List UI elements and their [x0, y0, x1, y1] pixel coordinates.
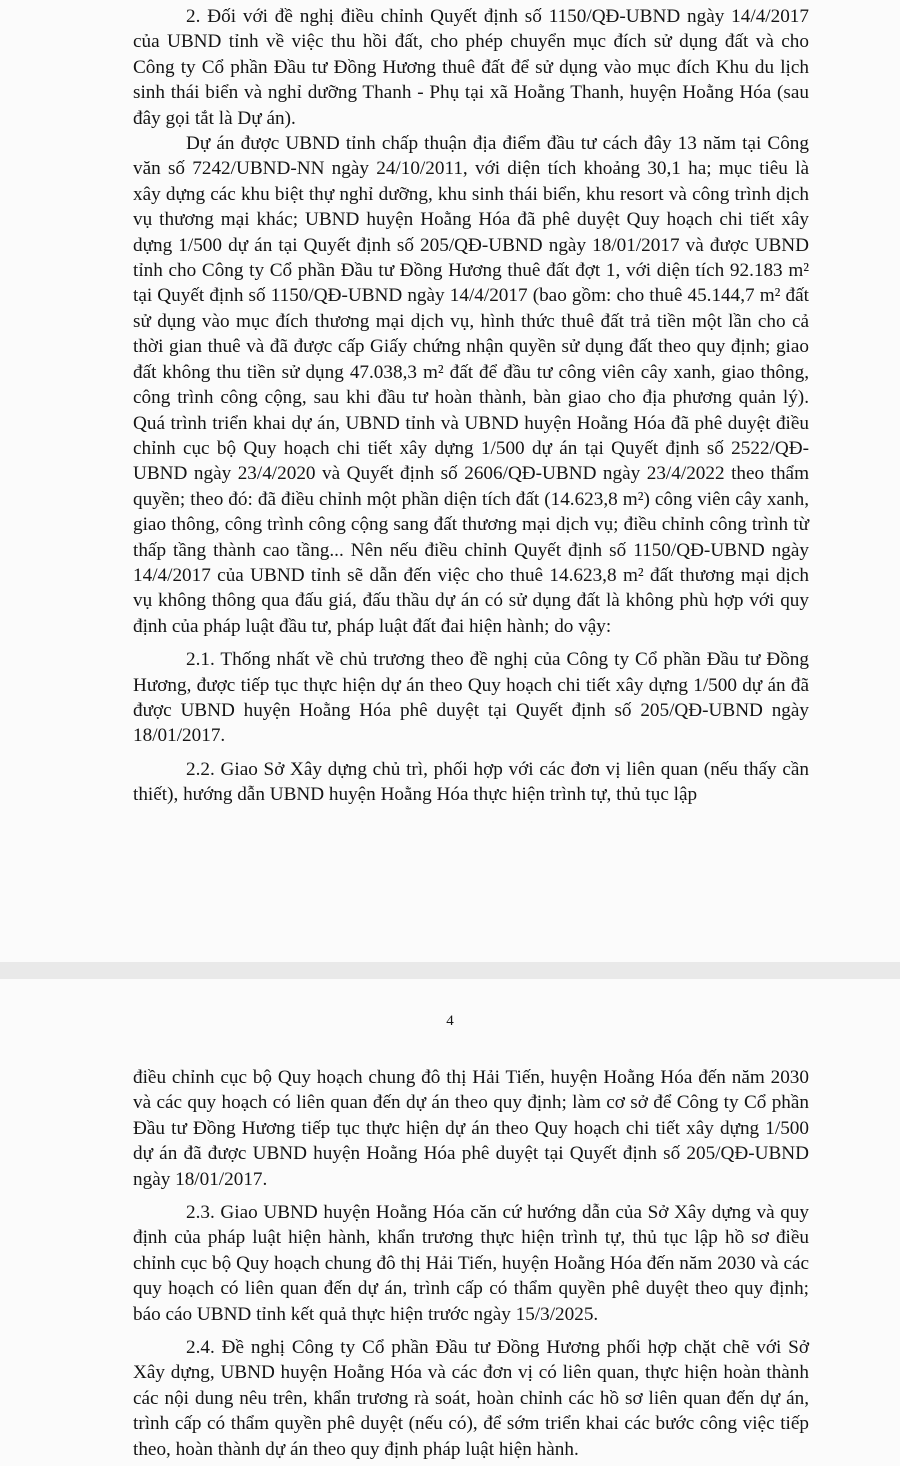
page-number: 4: [446, 1013, 454, 1029]
page-text-top: [133, 4, 809, 808]
paragraph-item-2-3: 2.3. Giao UBND huyện Hoằng Hóa căn cứ hướng dẫn của Sở Xây dựng và quy định của pháp luật hiện hành, khẩn trương thực hiện trình tự, thủ tục lập hồ sơ điều chỉnh cục bộ Quy hoạch chung đô thị Hải Tiến, huyện Hoằng Hóa đến năm 2030 và các quy hoạch có liên quan đến dự án, trình cấp có thẩm quyền phê duyệt theo quy định; báo cáo UBND tỉnh kết quả thực hiện trước ngày 15/3/2025.: [133, 1202, 809, 1325]
paragraph-project-background: Dự án được UBND tỉnh chấp thuận địa điểm đầu tư cách đây 13 năm tại Công văn số 7242/UBND-NN ngày 24/10/2011, với diện tích khoảng 30,1 ha; mục tiêu là xây dựng các khu biệt thự nghỉ dưỡng, khu sinh thái biển, khu resort và công trình dịch vụ thương mại khác; UBND huyện Hoằng Hóa đã phê duyệt Quy hoạch chi tiết xây dựng 1/500 dự án tại Quyết định số 205/QĐ-UBND ngày 18/01/2017 và được UBND tỉnh cho Công ty Cổ phần Đầu tư Đồng Hương thuê đất đợt 1, với diện tích 92.183 m² tại Quyết định số 1150/QĐ-UBND ngày 14/4/2017 (bao gồm: cho thuê 45.144,7 m² đất sử dụng vào mục đích thương mại dịch vụ, hình thức thuê đất trả tiền một lần cho cả thời gian thuê và đã được cấp Giấy chứng nhận quyền sử dụng đất theo quy định; giao đất không thu tiền sử dụng 47.038,3 m² đất để đầu tư công viên cây xanh, giao thông, công trình công cộng, sau khi đầu tư hoàn thành, bàn giao cho địa phương quản lý). Quá trình triển khai dự án, UBND tỉnh và UBND huyện Hoằng Hóa đã phê duyệt điều chỉnh cục bộ Quy hoạch chi tiết xây dựng 1/500 dự án tại Quyết định số 2522/QĐ-UBND ngày 23/4/2020 và Quyết định số 2606/QĐ-UBND ngày 23/4/2022 theo thẩm quyền; theo đó: đã điều chỉnh một phần diện tích đất (14.623,8 m²) công viên cây xanh, giao thông, công trình công cộng sang đất thương mại dịch vụ; điều chỉnh công trình từ thấp tầng thành cao tầng... Nên nếu điều chỉnh Quyết định số 1150/QĐ-UBND ngày 14/4/2017 của UBND tỉnh sẽ dẫn đến việc cho thuê 14.623,8 m² đất thương mại dịch vụ không thông qua đấu giá, đấu thầu dự án có sử dụng đất là không phù hợp với quy định của pháp luật đầu tư, pháp luật đất đai hiện hành; do vậy:: [133, 133, 809, 637]
page-text-bottom: [133, 1065, 809, 1462]
paragraph-item-2: 2. Đối với đề nghị điều chỉnh Quyết định số 1150/QĐ-UBND ngày 14/4/2017 của UBND tỉnh về việc thu hồi đất, cho phép chuyển mục đích sử dụng đất và cho Công ty Cổ phần Đầu tư Đồng Hương thuê đất để sử dụng vào mục đích Khu du lịch sinh thái biển và nghỉ dưỡng Thanh - Phụ tại xã Hoằng Thanh, huyện Hoằng Hóa (sau đây gọi tắt là Dự án).: [133, 6, 809, 129]
paragraph-item-2-1: 2.1. Thống nhất về chủ trương theo đề nghị của Công ty Cổ phần Đầu tư Đồng Hương, được tiếp tục thực hiện dự án theo Quy hoạch chi tiết xây dựng 1/500 dự án đã được UBND huyện Hoằng Hóa phê duyệt tại Quyết định số 205/QĐ-UBND ngày 18/01/2017.: [133, 649, 809, 747]
paragraph-item-2-2: 2.2. Giao Sở Xây dựng chủ trì, phối hợp với các đơn vị liên quan (nếu thấy cần thiết), hướng dẫn UBND huyện Hoằng Hóa thực hiện trình tự, thủ tục lập: [133, 758, 809, 806]
document-page-bottom: [0, 979, 900, 1466]
paragraph-item-2-2-continued: điều chỉnh cục bộ Quy hoạch chung đô thị Hải Tiến, huyện Hoằng Hóa đến năm 2030 và các quy hoạch có liên quan đến dự án theo quy định; làm cơ sở để Công ty Cổ phần Đầu tư Đồng Hương tiếp tục thực hiện dự án theo Quy hoạch chi tiết xây dựng 1/500 dự án đã được UBND huyện Hoằng Hóa phê duyệt tại Quyết định số 205/QĐ-UBND ngày 18/01/2017.: [133, 1067, 809, 1190]
paragraph-item-2-4: 2.4. Đề nghị Công ty Cổ phần Đầu tư Đồng Hương phối hợp chặt chẽ với Sở Xây dựng, UBND huyện Hoằng Hóa và các đơn vị có liên quan, thực hiện hoàn thành các nội dung nêu trên, khẩn trương rà soát, hoàn chỉnh các hồ sơ liên quan đến dự án, trình cấp có thẩm quyền phê duyệt (nếu có), để sớm triển khai các bước công việc tiếp theo, hoàn thành dự án theo quy định pháp luật hiện hành.: [133, 1337, 809, 1460]
